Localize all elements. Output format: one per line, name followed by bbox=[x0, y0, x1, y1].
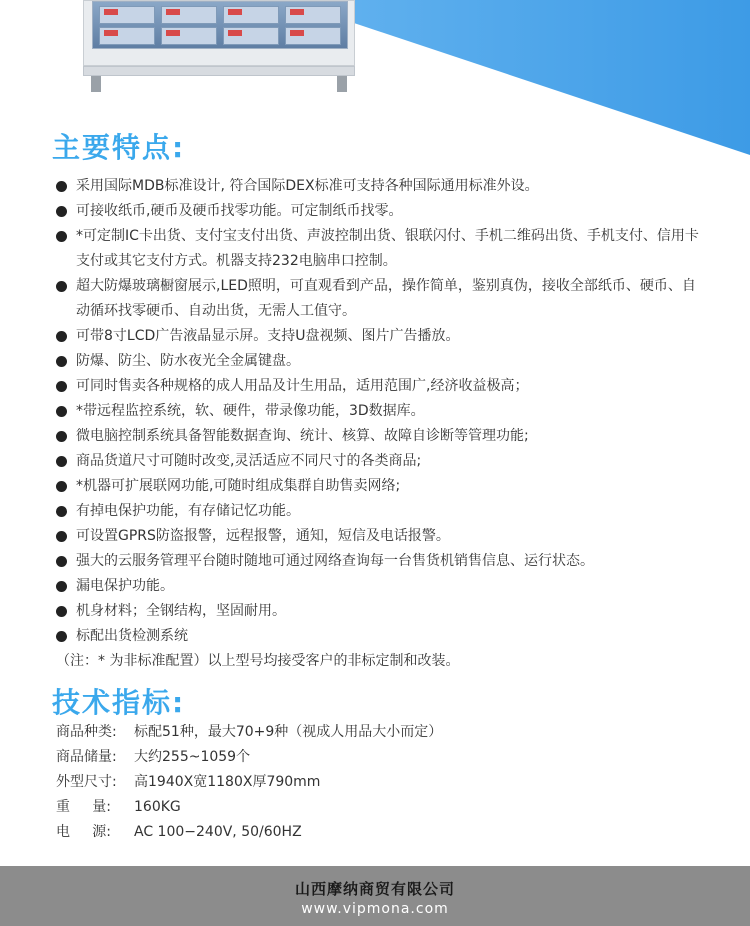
vending-machine-image bbox=[83, 0, 355, 92]
feature-item: 可设置GPRS防盗报警，远程报警，通知，短信及电话报警。 bbox=[54, 524, 704, 549]
spec-row bbox=[56, 770, 706, 795]
bullet-icon bbox=[56, 406, 67, 417]
spec-value: 标配51种，最大70+9种（视成人用品大小而定） bbox=[134, 724, 443, 740]
spec-label: 商品储量: bbox=[56, 749, 117, 765]
spec-label: 外型尺寸: bbox=[56, 774, 117, 790]
spec-row bbox=[56, 720, 706, 745]
bullet-icon bbox=[56, 231, 67, 242]
feature-item: 商品货道尺寸可随时改变,灵活适应不同尺寸的各类商品; bbox=[54, 449, 704, 474]
bullet-icon bbox=[56, 531, 67, 542]
features-list bbox=[54, 174, 704, 649]
feature-item: 防爆、防尘、防水夜光全金属键盘。 bbox=[54, 349, 704, 374]
bullet-icon bbox=[56, 331, 67, 342]
product-slot bbox=[99, 6, 155, 24]
feature-item: 强大的云服务管理平台随时随地可通过网络查询每一台售货机销售信息、运行状态。 bbox=[54, 549, 704, 574]
spec-label: 电 源: bbox=[56, 824, 111, 840]
feature-item: 采用国际MDB标准设计, 符合国际DEX标准可支持各种国际通用标准外设。 bbox=[54, 174, 704, 199]
bullet-icon bbox=[56, 506, 67, 517]
spec-label: 重 量: bbox=[56, 799, 111, 815]
feature-item: 漏电保护功能。 bbox=[54, 574, 704, 599]
product-slot bbox=[223, 6, 279, 24]
specs-heading: 技术指标: bbox=[52, 686, 186, 719]
machine-display-window bbox=[92, 1, 348, 49]
bullet-icon bbox=[56, 631, 67, 642]
bullet-icon bbox=[56, 556, 67, 567]
spec-label: 商品种类: bbox=[56, 724, 117, 740]
feature-item: 机身材料；全钢结构，坚固耐用。 bbox=[54, 599, 704, 624]
customization-note: （注：* 为非标准配置）以上型号均接受客户的非标定制和改装。 bbox=[56, 653, 460, 669]
features-heading: 主要特点: bbox=[52, 131, 186, 164]
spec-row bbox=[56, 820, 706, 845]
bullet-icon bbox=[56, 281, 67, 292]
website-link[interactable]: www.vipmona.com bbox=[301, 901, 449, 917]
bullet-icon bbox=[56, 431, 67, 442]
spec-row bbox=[56, 795, 706, 820]
bullet-icon bbox=[56, 581, 67, 592]
feature-item: 有掉电保护功能，有存储记忆功能。 bbox=[54, 499, 704, 524]
company-name: 山西摩纳商贸有限公司 bbox=[294, 880, 455, 898]
spec-value: 高1940X宽1180X厚790mm bbox=[134, 774, 321, 790]
bullet-icon bbox=[56, 606, 67, 617]
feature-item: 可接收纸币,硬币及硬币找零功能。可定制纸币找零。 bbox=[54, 199, 704, 224]
product-slot bbox=[285, 6, 341, 24]
machine-body bbox=[83, 0, 355, 66]
machine-leg bbox=[91, 76, 101, 92]
bullet-icon bbox=[56, 481, 67, 492]
specs-table bbox=[56, 720, 706, 845]
machine-leg bbox=[337, 76, 347, 92]
product-slot bbox=[285, 27, 341, 45]
bullet-icon bbox=[56, 456, 67, 467]
spec-value: AC 100−240V, 50/60HZ bbox=[134, 824, 302, 840]
spec-value: 160KG bbox=[134, 799, 181, 815]
feature-item: *机器可扩展联网功能,可随时组成集群自助售卖网络; bbox=[54, 474, 704, 499]
bullet-icon bbox=[56, 356, 67, 367]
bullet-icon bbox=[56, 381, 67, 392]
product-slot bbox=[161, 6, 217, 24]
feature-item: 微电脑控制系统具备智能数据查询、统计、核算、故障自诊断等管理功能; bbox=[54, 424, 704, 449]
bullet-icon bbox=[56, 206, 67, 217]
footer bbox=[0, 866, 750, 926]
feature-item: 超大防爆玻璃橱窗展示,LED照明，可直观看到产品，操作简单，鉴别真伪，接收全部纸币、硬币、自动循环找零硬币、自动出货，无需人工值守。 bbox=[54, 274, 704, 324]
product-slot bbox=[161, 27, 217, 45]
spec-row bbox=[56, 745, 706, 770]
feature-item: *带远程监控系统，软、硬件，带录像功能，3D数据库。 bbox=[54, 399, 704, 424]
product-slot bbox=[223, 27, 279, 45]
feature-item: 可带8寸LCD广告液晶显示屏。支持U盘视频、图片广告播放。 bbox=[54, 324, 704, 349]
product-slot bbox=[99, 27, 155, 45]
feature-item: *可定制IC卡出货、支付宝支付出货、声波控制出货、银联闪付、手机二维码出货、手机支付、信用卡支付或其它支付方式。机器支持232电脑串口控制。 bbox=[54, 224, 704, 274]
bullet-icon bbox=[56, 181, 67, 192]
machine-base bbox=[83, 66, 355, 76]
spec-value: 大约255~1059个 bbox=[134, 749, 251, 765]
feature-item: 可同时售卖各种规格的成人用品及计生用品，适用范围广,经济收益极高； bbox=[54, 374, 704, 399]
feature-item: 标配出货检测系统 bbox=[54, 624, 704, 649]
